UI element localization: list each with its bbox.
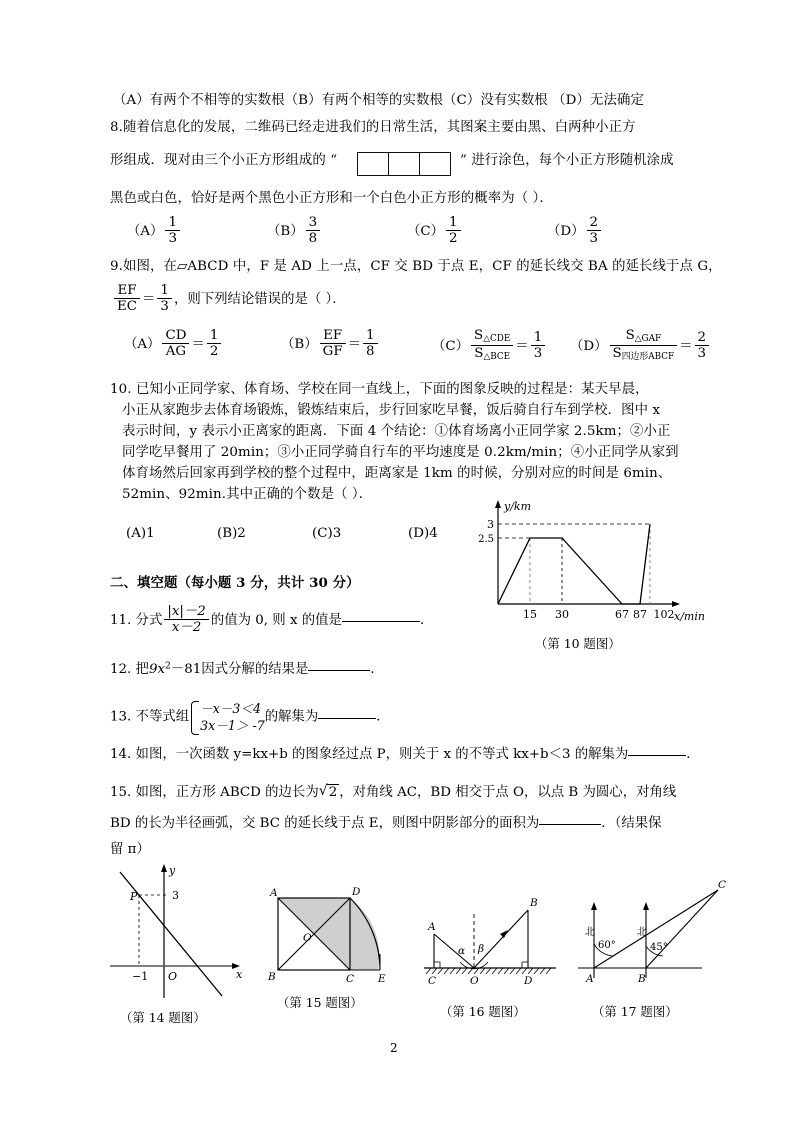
q15-line-2 <box>110 812 662 831</box>
q8-option-c-label: （C） <box>407 224 445 240</box>
q10-data-polyline <box>498 524 650 604</box>
q8-line-3: 黑色或白色，恰好是两个黑色小正方形和一个白色小正方形的概率为（ ）． <box>110 191 553 206</box>
q17-north-arrow-a <box>591 902 597 910</box>
q7-option-b-text: 有两个相等的实数根 <box>321 93 444 108</box>
q12-expression-b: －81 <box>170 662 202 677</box>
q9-option-a-label: （A） <box>124 337 161 353</box>
q10-ytick-3: 3 <box>487 518 494 531</box>
q10-option-c-label: (C) <box>312 526 333 541</box>
q14-point-p-label: P <box>130 890 138 903</box>
q7-options-line <box>113 92 644 109</box>
q9-option-a-left-fraction: $\frac{CD}{AG}$ <box>162 328 189 359</box>
q10-option-a-label: (A) <box>126 526 147 541</box>
q10-option-a <box>126 526 155 541</box>
q11-fraction: $\frac{|x|-2}{x-2}$ <box>164 604 209 635</box>
q17-label-b: B <box>638 973 646 985</box>
q9-equals: ＝ <box>142 292 156 308</box>
q17-figure <box>572 876 728 994</box>
q16-right-angle-c <box>434 962 440 968</box>
q11-period: ． <box>419 613 434 629</box>
q10-x-axis-arrow <box>672 601 680 607</box>
q10-figure-caption: （第 10 题图） <box>535 636 621 651</box>
q11-answer-blank[interactable] <box>342 621 420 622</box>
q14-figure <box>106 862 266 1002</box>
q16-reflected-ray <box>474 910 528 968</box>
q9-stem-ratio <box>112 283 346 314</box>
q10-option-c <box>312 526 341 541</box>
q15-figure <box>260 884 398 992</box>
q16-ground-hatching <box>426 968 551 974</box>
q15-figure-caption: （第 15 题图） <box>277 995 363 1010</box>
section-2-title: 二、填空题（每小题 3 分，共计 30 分） <box>110 575 360 591</box>
q8-option-c-fraction: $\frac{1}{2}$ <box>446 215 461 246</box>
q11-tail: 的值为 0, 则 x 的值是 <box>210 613 342 629</box>
q12-expression-exponent: 2 <box>165 661 171 672</box>
q10-option-d-text: 4 <box>429 526 438 541</box>
q10-line-2: 小正从家跑步去体育场锻炼，锻炼结束后，步行回家吃早餐，饭后骑自行车到学校．图中 x <box>122 403 661 418</box>
q10-y-axis-label: y/km <box>504 500 532 513</box>
q16-right-angle-d <box>522 962 528 968</box>
q9-option-c-right-fraction: $\frac{1}{3}$ <box>531 330 546 361</box>
q17-north-arrow-b <box>643 902 649 910</box>
q15-line-1b: ，对角线 AC，BD 相交于点 O，以点 B 为圆心，对角线 <box>339 785 677 800</box>
q9-option-c-left-fraction: $S_{\triangle CDE}$ $S_{\triangle BCE}$ <box>471 328 513 363</box>
q15-line-2b: ．（结果保 <box>601 816 662 831</box>
q14-x-axis-label: x <box>236 968 243 981</box>
q13 <box>110 700 390 734</box>
q8-line-2b: ” 进行涂色，每个小正方形随机涂成 <box>460 153 674 168</box>
q15-line-1a: 15. 如图，正方形 ABCD 的边长为 <box>110 785 319 800</box>
q10-xtick-67: 67 <box>615 608 629 621</box>
q16-label-c: C <box>428 975 437 987</box>
q9-option-d-equals: ＝ <box>679 338 693 354</box>
q10-line-6: 52min、92min.其中正确的个数是（ ）． <box>122 487 373 502</box>
q8-option-a-fraction: $\frac{1}{3}$ <box>165 215 180 246</box>
q8-option-b-label: （B） <box>267 224 304 240</box>
q9-ratio-fraction: $\frac{EF}{EC}$ <box>114 283 140 314</box>
q15-label-a: A <box>270 887 278 899</box>
q11 <box>110 604 433 635</box>
q9-option-b-label: （B） <box>281 337 318 353</box>
q17-figure-caption: （第 17 题图） <box>592 1004 678 1019</box>
q15-label-e: E <box>378 973 386 985</box>
q14-y-axis-arrow <box>161 864 167 872</box>
q10-x-axis-label: x/min <box>674 610 705 623</box>
q8-square-2 <box>388 152 419 176</box>
q7-option-c-label: （C） <box>443 93 481 108</box>
q9-option-b-right-fraction: $\frac{1}{8}$ <box>363 328 378 359</box>
q10-option-d-label: (D) <box>408 526 430 541</box>
q8-three-squares-figure <box>357 152 451 176</box>
q16-angle-alpha: α <box>458 945 466 957</box>
q9-option-a-equals: ＝ <box>191 337 205 353</box>
q8-option-b <box>267 215 322 246</box>
q14-xtick-minus1: −1 <box>132 970 149 983</box>
q9-option-b <box>281 328 380 359</box>
q8-option-b-fraction: $\frac{3}{8}$ <box>306 215 321 246</box>
q10-option-c-text: 3 <box>332 526 342 541</box>
q13-prefix: 13. 不等式组 <box>110 709 190 725</box>
q12-answer-blank[interactable] <box>308 670 370 671</box>
q16-label-d: D <box>524 975 533 987</box>
q9-option-a <box>124 328 223 359</box>
q9-option-d <box>570 328 711 363</box>
q14-text: 14. 如图，一次函数 y=kx+b 的图象经过点 P，则关于 x 的不等式 kx+b＜3 的解集为 <box>110 747 629 762</box>
q9-option-b-equals: ＝ <box>347 337 362 353</box>
q14 <box>110 743 700 762</box>
q15-line-2a: BD 的长为半径画弧，交 BC 的延长线于点 E，则图中阴影部分的面积为 <box>110 816 540 831</box>
q16-label-a: A <box>428 921 436 933</box>
q16-figure-caption: （第 16 题图） <box>440 1004 526 1019</box>
q12-period: ． <box>370 662 384 677</box>
q7-option-d-text: 无法确定 <box>589 93 644 108</box>
q17-label-c: C <box>718 879 727 891</box>
q10-line-1: 10. 已知小正同学家、体育场、学校在同一直线上，下面的图象反映的过程是：某天早晨， <box>110 382 649 397</box>
page-number: 2 <box>390 1041 398 1055</box>
q14-answer-blank[interactable] <box>628 755 686 756</box>
q8-option-c <box>407 215 463 246</box>
q8-option-d-label: （D） <box>547 224 585 240</box>
q7-option-d-label: （D） <box>552 93 590 108</box>
q8-option-d-fraction: $\frac{2}{3}$ <box>587 215 602 246</box>
q16-ray-arrow <box>500 930 508 938</box>
q15-label-c: C <box>346 973 355 985</box>
q15-line-3: 留 π） <box>110 842 150 857</box>
q9-stem: 9.如图，在▱ABCD 中，F 是 AD 上一点，CF 交 BD 于点 E，CF 的延长线交 BA 的延长线于点 G， <box>110 259 722 274</box>
q10-line-4: 同学吃早餐用了 20min；③小正同学骑自行车的平均速度是 0.2km/min；④小正同学从家到 <box>122 445 679 460</box>
q9-option-d-label: （D） <box>570 338 608 354</box>
q15-sqrt-2: √ 2 <box>319 784 340 800</box>
q8-option-a <box>127 215 182 246</box>
q8-square-3 <box>419 152 451 176</box>
q15-shaded-sector <box>350 898 379 970</box>
q14-figure-caption: （第 14 题图） <box>120 1010 206 1025</box>
q9-stem-tail: ，则下列结论错误的是（ ）． <box>173 292 346 308</box>
q10-option-b-label: (B) <box>217 526 238 541</box>
q9-option-c-label: （C） <box>432 338 470 354</box>
q8-square-1 <box>357 152 388 176</box>
q9-option-c-equals: ＝ <box>515 338 529 354</box>
q15-line-1 <box>110 781 676 800</box>
q10-xtick-15: 15 <box>523 608 537 621</box>
q17-label-a: A <box>586 973 594 985</box>
q9-option-c <box>432 328 547 363</box>
q16-angle-beta: β <box>478 943 485 955</box>
q9-option-d-left-fraction: $S_{\triangle GAF}$ $S_{四边形ABCF}$ <box>610 328 678 363</box>
q17-north-label-a: 北 <box>582 926 594 936</box>
q10-option-d <box>408 526 438 541</box>
q17-north-label-b: 北 <box>634 926 646 936</box>
q9-option-d-right-fraction: $\frac{2}{3}$ <box>695 330 710 361</box>
q7-option-c-text: 没有实数根 <box>480 93 548 108</box>
q12-expression: 9x <box>148 662 166 677</box>
q10-option-b-text: 2 <box>237 526 246 541</box>
q8-option-d <box>547 215 603 246</box>
q10-graph-figure <box>478 498 705 626</box>
q10-option-b <box>217 526 246 541</box>
q7-option-b-label: （B） <box>284 93 322 108</box>
q13-answer-blank[interactable] <box>318 718 376 719</box>
q9-option-a-right-fraction: $\frac{1}{2}$ <box>207 328 222 359</box>
q12-text-b: 因式分解的结果是 <box>201 662 309 677</box>
q15-label-b: B <box>268 971 276 983</box>
q14-origin-label: O <box>168 970 178 983</box>
q13-system-brace: －x－3＜4 3x－1＞ -7 <box>189 700 265 734</box>
q13-period: ． <box>376 709 390 725</box>
q10-xtick-102: 102 <box>653 608 675 621</box>
q10-y-axis-arrow <box>495 500 501 508</box>
q15-answer-blank[interactable] <box>539 824 601 825</box>
q15-label-d: D <box>352 886 361 898</box>
q10-xtick-87: 87 <box>633 608 647 621</box>
q12-text-a: 12. 把 <box>110 662 149 677</box>
q8-option-a-label: （A） <box>127 224 164 240</box>
q11-prefix: 11. 分式 <box>110 613 163 629</box>
q7-option-a-text: 有两个不相等的实数根 <box>149 93 285 108</box>
q16-label-b: B <box>530 897 538 909</box>
q10-xtick-30: 30 <box>555 608 569 621</box>
q14-ytick-3: 3 <box>172 889 179 902</box>
q7-option-a-label: （A） <box>113 93 150 108</box>
q8-line-1: 8.随着信息化的发展，二维码已经走进我们的日常生活，其图案主要由黑、白两种小正方 <box>110 120 636 135</box>
q15-label-o: O <box>303 932 312 944</box>
q10-ytick-2.5: 2.5 <box>478 534 494 545</box>
q17-angle-60: 60° <box>598 940 616 951</box>
q13-tail: 的解集为 <box>264 709 319 725</box>
q10-option-a-text: 1 <box>146 526 155 541</box>
q14-y-axis-label: y <box>169 864 176 877</box>
q16-figure <box>420 890 560 990</box>
q9-option-b-left-fraction: $\frac{EF}{GF}$ <box>320 328 346 359</box>
q8-line-2a: 形组成．现对由三个小正方形组成的 “ <box>110 153 338 168</box>
q12 <box>110 658 384 677</box>
q14-period: ． <box>686 747 700 762</box>
q17-angle-45: 45° <box>650 942 668 953</box>
q10-line-5: 体育场然后回家再到学校的整个过程中，距离家是 1km 的时候，分别对应的时间是 6min、 <box>122 466 672 481</box>
q16-label-o: O <box>470 975 479 987</box>
q9-value-fraction: $\frac{1}{3}$ <box>157 283 172 314</box>
q10-line-3: 表示时间，y 表示小正离家的距离．下面 4 个结论：①体育场离小正同学家 2.5km；②小正 <box>122 424 671 439</box>
